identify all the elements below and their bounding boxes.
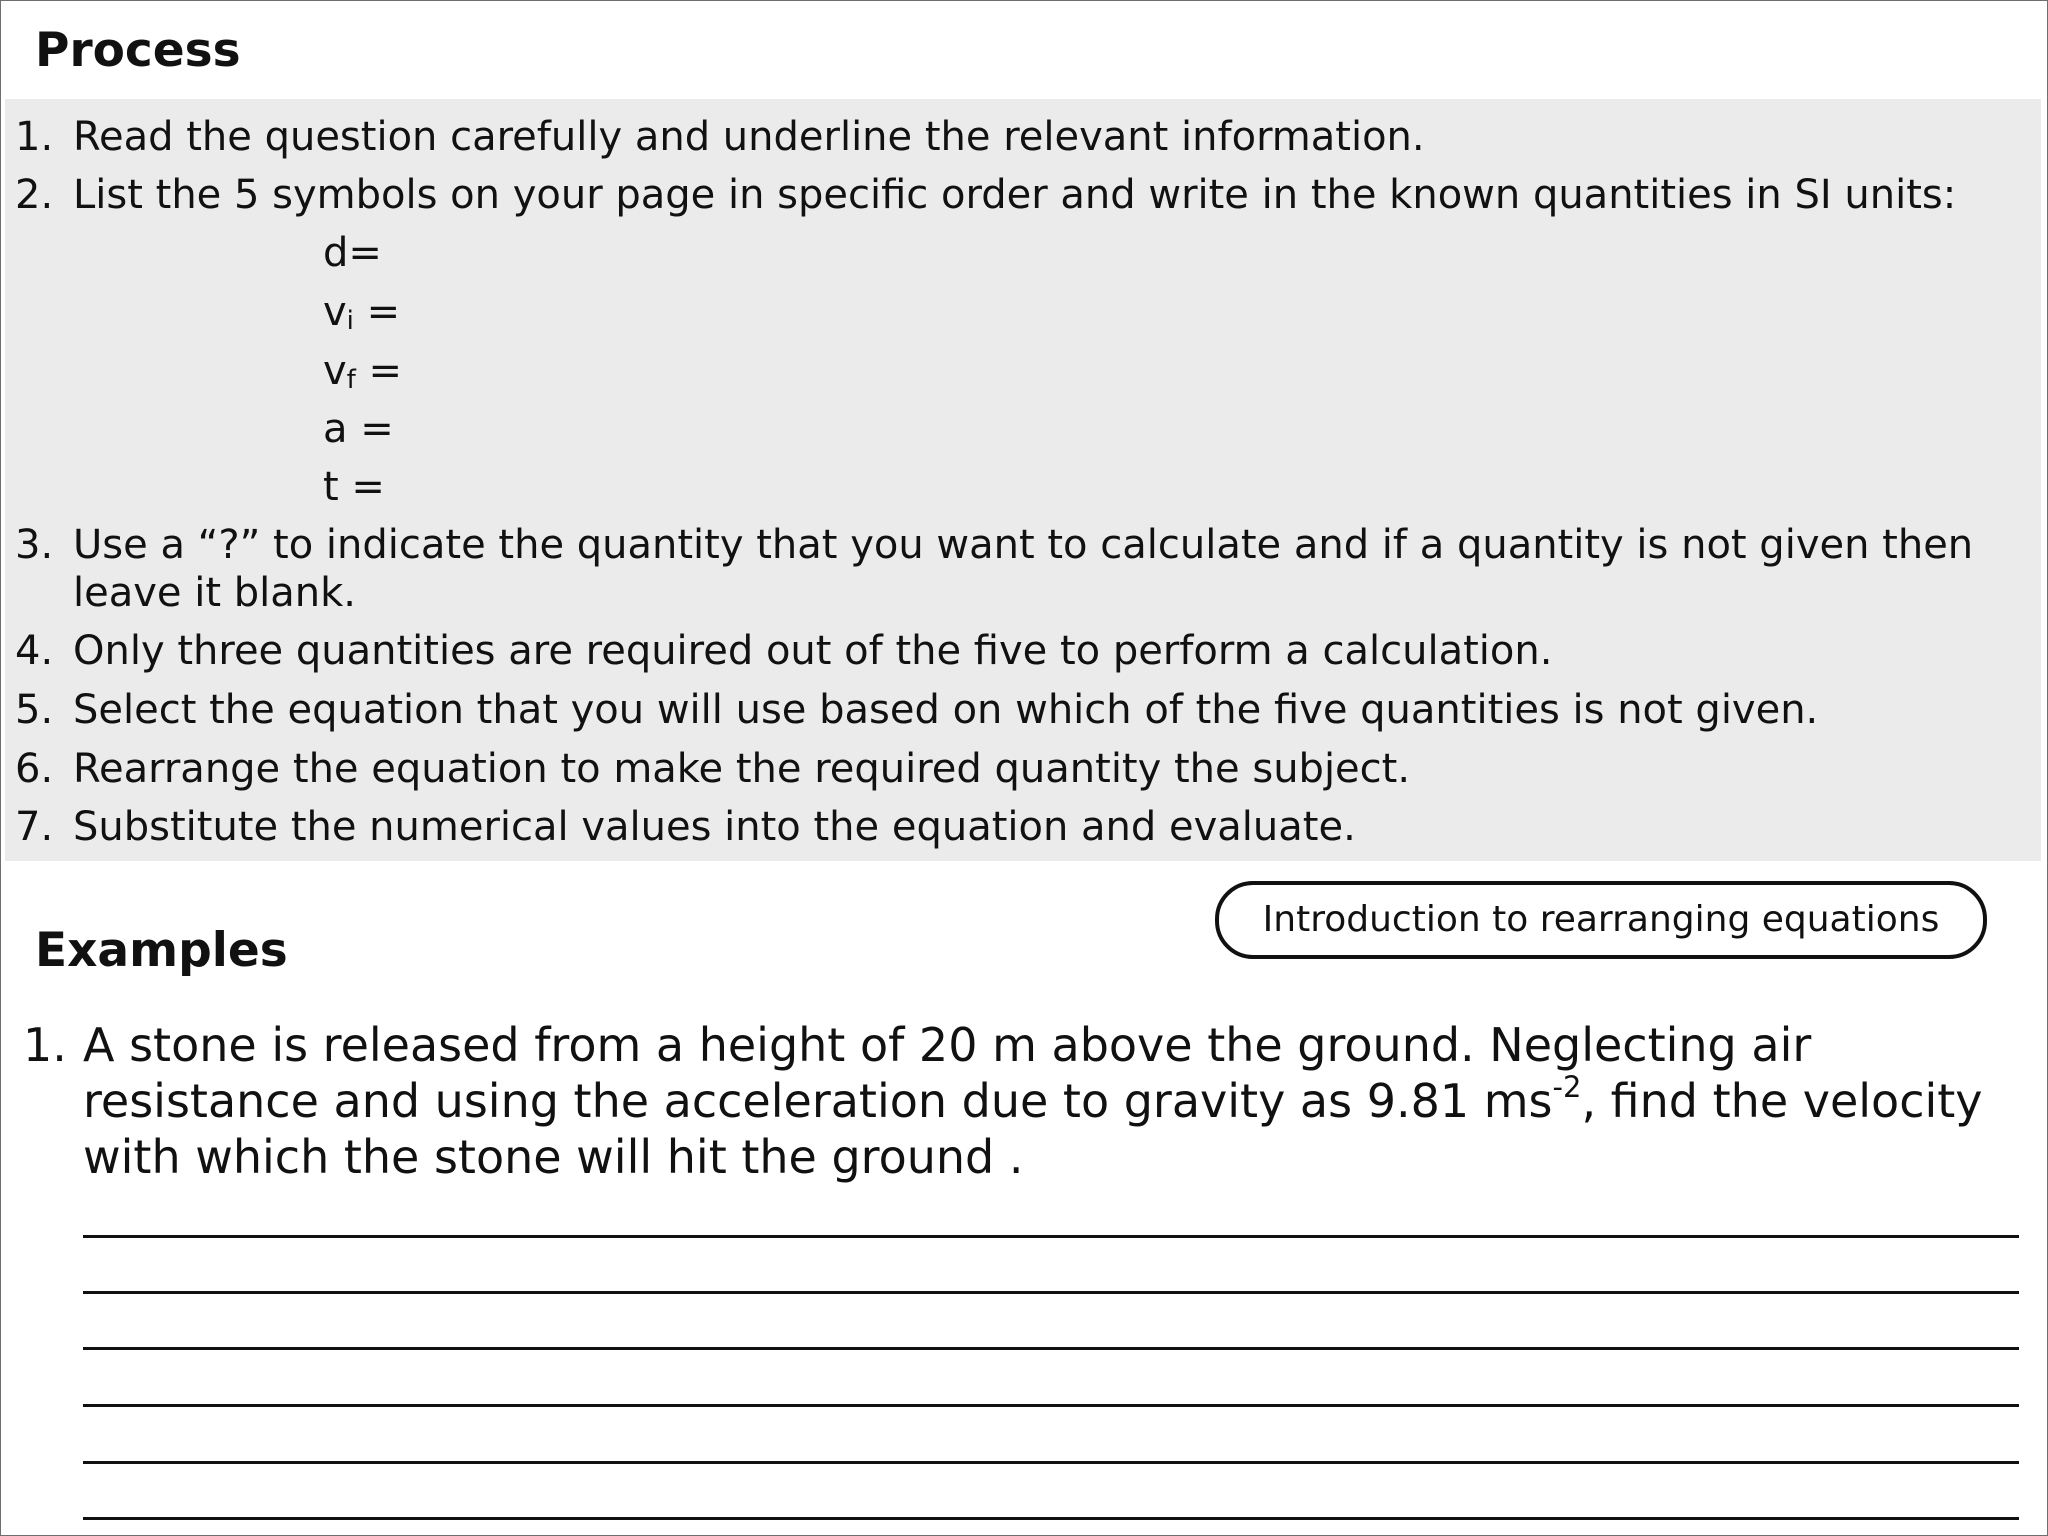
symbol-base: a bbox=[323, 406, 348, 452]
step-number: 4. bbox=[15, 628, 54, 674]
step-text-continued: leave it blank. bbox=[73, 570, 356, 616]
symbol-displacement bbox=[323, 229, 382, 277]
step-text: Use a “?” to indicate the quantity that you want to calculate and if a quantity is not given then bbox=[73, 522, 1974, 568]
answer-writing-line[interactable] bbox=[83, 1235, 2019, 1238]
symbol-time bbox=[323, 463, 385, 511]
intro-rearranging-equations-button[interactable]: Introduction to rearranging equations bbox=[1215, 881, 1987, 959]
question-number: 1. bbox=[23, 1018, 67, 1072]
symbol-initial-velocity bbox=[323, 288, 400, 336]
step-text: Select the equation that you will use based on which of the five quantities is not given. bbox=[73, 687, 1819, 733]
symbol-subscript: f bbox=[346, 365, 356, 395]
answer-writing-line[interactable] bbox=[83, 1404, 2019, 1407]
symbol-equals: = bbox=[338, 464, 385, 510]
step-text: Rearrange the equation to make the required quantity the subject. bbox=[73, 746, 1411, 792]
step-number: 7. bbox=[15, 804, 54, 850]
question-line-1: A stone is released from a height of 20 m above the ground. Neglecting air bbox=[83, 1018, 1812, 1072]
step-text: Substitute the numerical values into the equation and evaluate. bbox=[73, 804, 1356, 850]
step-number: 2. bbox=[15, 172, 54, 218]
question-line-2-end: , find the velocity bbox=[1581, 1074, 1983, 1128]
symbol-base: t bbox=[323, 464, 339, 510]
process-steps-panel bbox=[5, 99, 2041, 861]
question-line-2-start: resistance and using the acceleration due to gravity as 9.81 ms bbox=[83, 1074, 1553, 1128]
answer-writing-line[interactable] bbox=[83, 1291, 2019, 1294]
symbol-equals: = bbox=[353, 289, 401, 335]
symbol-base: v bbox=[323, 289, 347, 335]
step-text: List the 5 symbols on your page in specific order and write in the known quantities in SI units: bbox=[73, 172, 1957, 218]
symbol-equals: = bbox=[347, 406, 394, 452]
symbol-base: v bbox=[323, 348, 347, 394]
step-text: Read the question carefully and underline the relevant information. bbox=[73, 114, 1425, 160]
symbol-subscript: i bbox=[346, 306, 354, 336]
question-line-3: with which the stone will hit the ground . bbox=[83, 1130, 1024, 1184]
step-number: 3. bbox=[15, 522, 54, 568]
step-number: 5. bbox=[15, 687, 54, 733]
symbol-final-velocity bbox=[323, 347, 402, 395]
step-text: Only three quantities are required out of the five to perform a calculation. bbox=[73, 628, 1553, 674]
process-heading: Process bbox=[35, 23, 241, 78]
symbol-base: d bbox=[323, 230, 349, 276]
question-line-2 bbox=[83, 1070, 1983, 1129]
answer-writing-line[interactable] bbox=[83, 1347, 2019, 1350]
answer-writing-line[interactable] bbox=[83, 1517, 2019, 1520]
symbol-equals: = bbox=[355, 348, 403, 394]
answer-writing-line[interactable] bbox=[83, 1461, 2019, 1464]
symbol-equals: = bbox=[348, 230, 382, 276]
unit-exponent: -2 bbox=[1552, 1070, 1582, 1104]
symbol-acceleration bbox=[323, 405, 394, 453]
step-number: 1. bbox=[15, 114, 54, 160]
examples-heading: Examples bbox=[35, 923, 288, 978]
step-number: 6. bbox=[15, 746, 54, 792]
